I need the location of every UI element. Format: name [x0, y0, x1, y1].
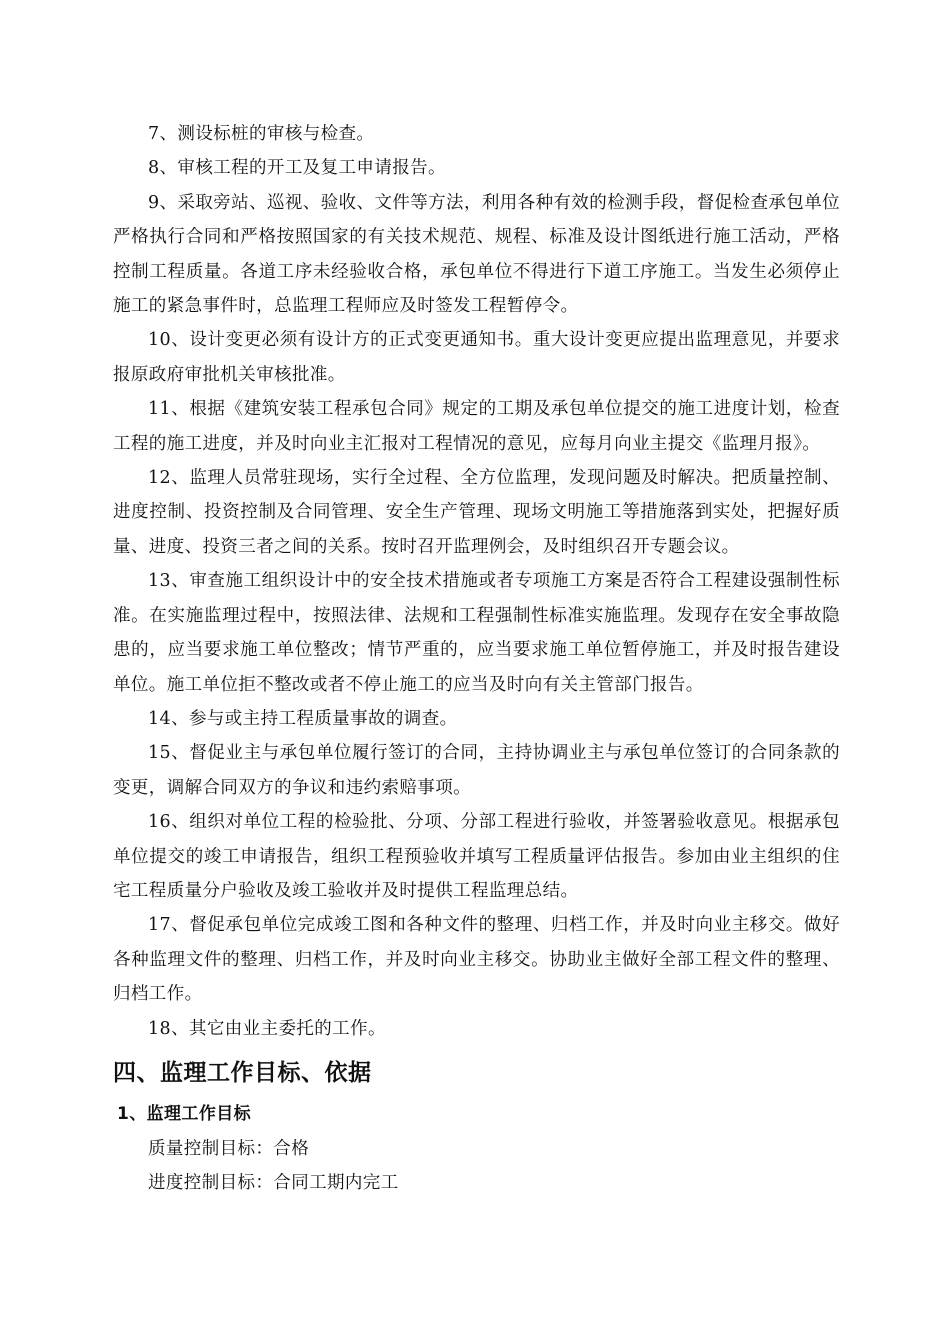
duty-item-16: 16、组织对单位工程的检验批、分项、分部工程进行验收，并签署验收意见。根据承包单位提交的竣工申请报告，组织工程预验收并填写工程质量评估报告。参加由业主组织的住宅工程质量分户验收及竣工验收并及时提供工程监理总结。: [113, 812, 840, 901]
section-heading: 四、监理工作目标、依据: [113, 1059, 372, 1086]
duty-item-10: 10、设计变更必须有设计方的正式变更通知书。重大设计变更应提出监理意见，并要求报原政府审批机关审核批准。: [113, 330, 840, 385]
duty-item-7: 7、测设标桩的审核与检查。: [148, 124, 375, 144]
page-content: [113, 117, 840, 1201]
quality-target: 质量控制目标：合格: [148, 1138, 310, 1159]
sub-heading: 1、监理工作目标: [117, 1103, 252, 1124]
duty-item-15: 15、督促业主与承包单位履行签订的合同，主持协调业主与承包单位签订的合同条款的变更，调解合同双方的争议和违约索赔事项。: [113, 743, 840, 798]
duty-item-17: 17、督促承包单位完成竣工图和各种文件的整理、归档工作，并及时向业主移交。做好各种监理文件的整理、归档工作，并及时向业主移交。协助业主做好全部工程文件的整理、归档工作。: [113, 915, 840, 1005]
duty-item-8: 8、审核工程的开工及复工申请报告。: [148, 158, 446, 179]
duty-item-9: 9、采取旁站、巡视、验收、文件等方法，利用各种有效的检测手段，督促检查承包单位严格执行合同和严格按照国家的有关技术规范、规程、标准及设计图纸进行施工活动，严格控制工程质量。各道工序未经验收合格，承包单位不得进行下道工序施工。当发生必须停止施工的紧急事件时，总监理工程师应及时签发工程暂停令。: [113, 192, 840, 317]
duty-item-13: 13、审查施工组织设计中的安全技术措施或者专项施工方案是否符合工程建设强制性标准。在实施监理过程中，按照法律、法规和工程强制性标准实施监理。发现存在安全事故隐患的，应当要求施工单位整改；情节严重的，应当要求施工单位暂停施工，并及时报告建设单位。施工单位拒不整改或者不停止施工的应当及时向有关主管部门报告。: [113, 571, 840, 695]
duty-item-18: 18、其它由业主委托的工作。: [148, 1018, 386, 1039]
duty-item-11: 11、根据《建筑安装工程承包合同》规定的工期及承包单位提交的施工进度计划，检查工程的施工进度，并及时向业主汇报对工程情况的意见，应每月向业主提交《监理月报》。: [113, 399, 840, 454]
duty-item-14: 14、参与或主持工程质量事故的调查。: [148, 708, 458, 729]
schedule-target: 进度控制目标：合同工期内完工: [148, 1173, 399, 1194]
duty-item-12: 12、监理人员常驻现场，实行全过程、全方位监理，发现问题及时解决。把质量控制、进度控制、投资控制及合同管理、安全生产管理、现场文明施工等措施落到实处，把握好质量、进度、投资三者之间的关系。按时召开监理例会，及时组织召开专题会议。: [113, 468, 840, 557]
